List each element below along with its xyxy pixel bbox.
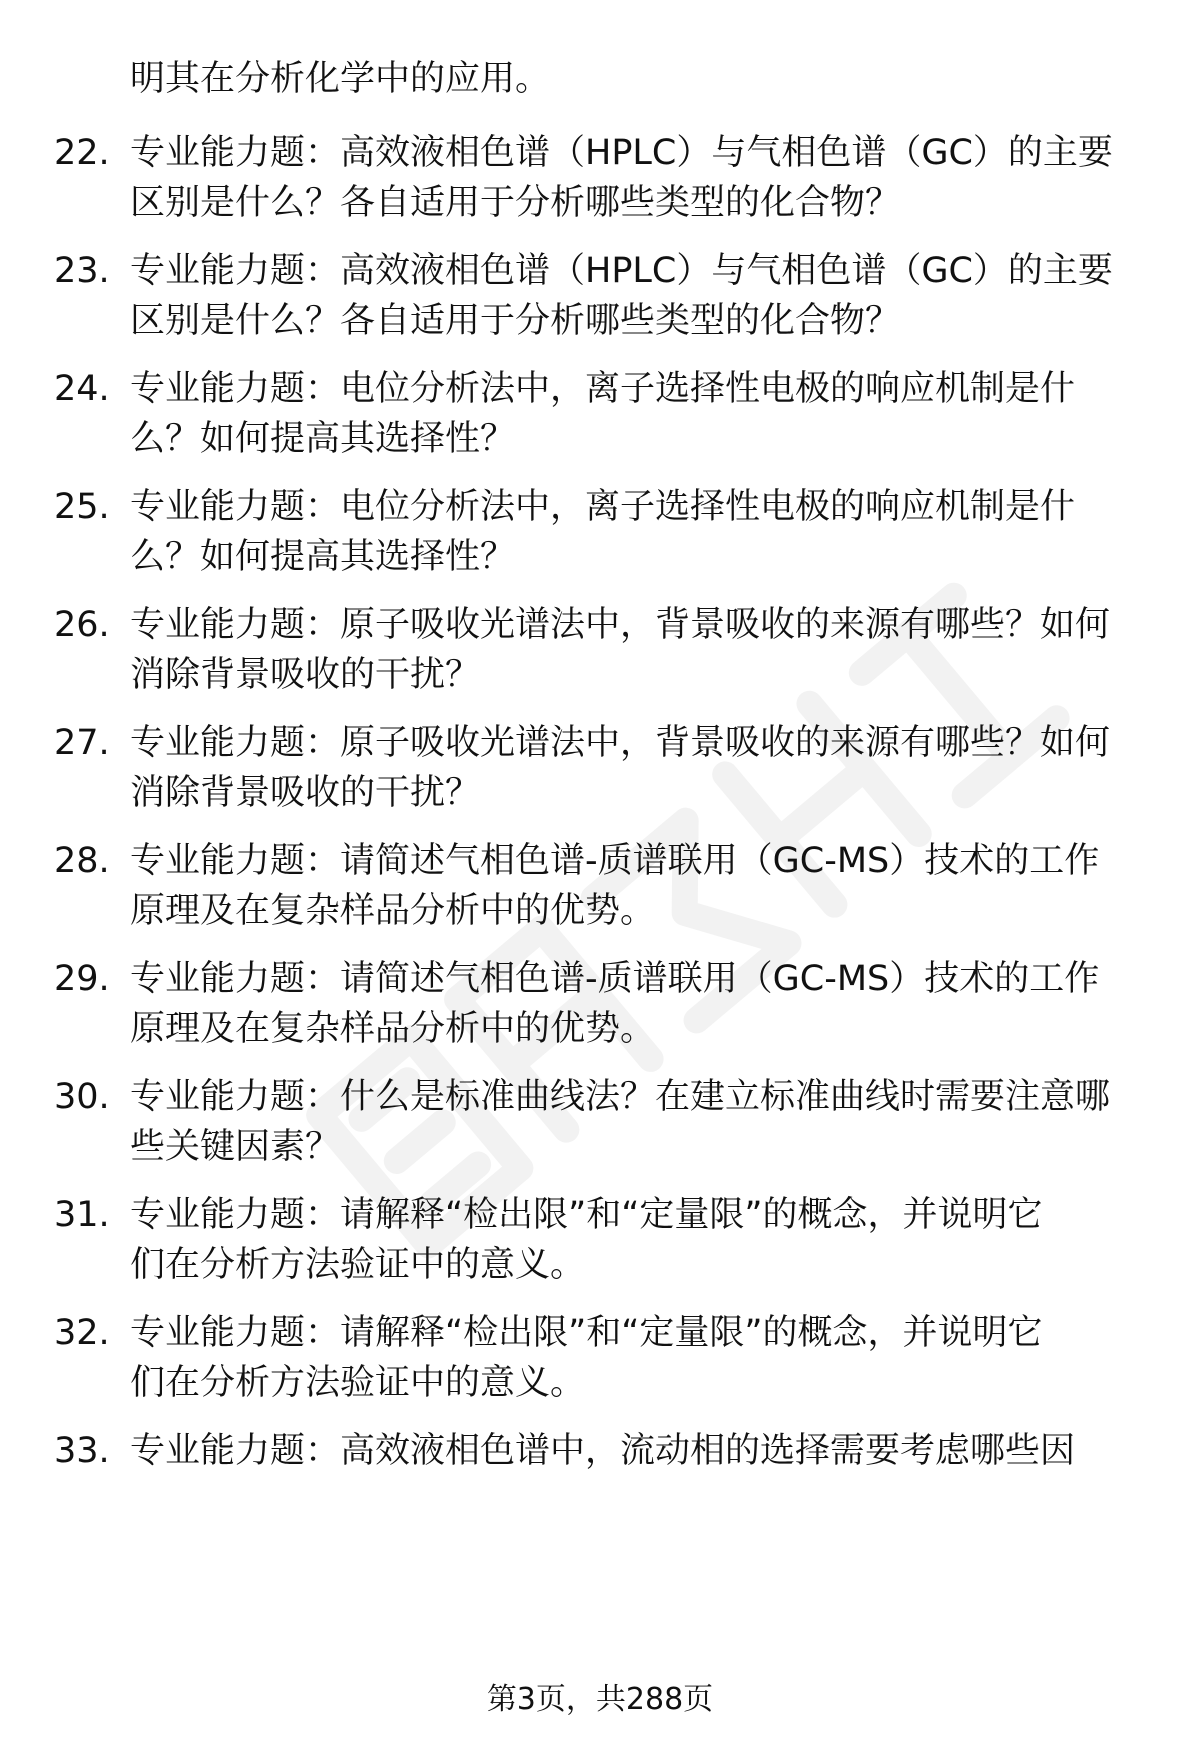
question-text-line: 专业能力题：原子吸收光谱法中，背景吸收的来源有哪些？如何 [130,605,1111,645]
question-text-line: 专业能力题：请解释“检出限”和“定量限”的概念，并说明它 [130,1313,1043,1353]
question-text-line: 专业能力题：高效液相色谱（HPLC）与气相色谱（GC）的主要 [130,251,1113,291]
question-text-line: 专业能力题：电位分析法中，离子选择性电极的响应机制是什 [130,487,1076,527]
question-text-line: 么？如何提高其选择性？ [130,419,516,459]
question-text-line: 区别是什么？各自适用于分析哪些类型的化合物？ [130,183,901,223]
page-footer: 第3页，共288页 [486,1682,714,1717]
question-text-line: 专业能力题：请简述气相色谱-质谱联用（GC-MS）技术的工作 [130,841,1100,881]
question-number: 26. [54,605,110,645]
question-number: 27. [54,723,110,763]
question-text-line: 专业能力题：请解释“检出限”和“定量限”的概念，并说明它 [130,1195,1043,1235]
question-text-line: 么？如何提高其选择性？ [130,537,516,577]
question-text-line: 区别是什么？各自适用于分析哪些类型的化合物？ [130,301,901,341]
question-number: 28. [54,841,110,881]
question-text-line: 们在分析方法验证中的意义。 [130,1245,586,1285]
question-text-line: 专业能力题：电位分析法中，离子选择性电极的响应机制是什 [130,369,1076,409]
question-number: 23. [54,251,110,291]
question-text-line: 消除背景吸收的干扰？ [130,773,481,813]
question-number: 24. [54,369,110,409]
question-number: 33. [54,1431,110,1471]
question-text-line: 些关键因素？ [130,1127,341,1167]
question-text-line: 原理及在复杂样品分析中的优势。 [130,1009,656,1049]
question-number: 32. [54,1313,110,1353]
question-number: 29. [54,959,110,999]
question-number: 30. [54,1077,110,1117]
question-text-line: 们在分析方法验证中的意义。 [130,1363,586,1403]
question-number: 22. [54,133,110,173]
question-number: 25. [54,487,110,527]
continuation-text: 明其在分析化学中的应用。 [130,59,551,99]
question-number: 31. [54,1195,110,1235]
question-text-line: 专业能力题：高效液相色谱中，流动相的选择需要考虑哪些因 [130,1431,1076,1471]
question-text-line: 原理及在复杂样品分析中的优势。 [130,891,656,931]
question-text-line: 消除背景吸收的干扰？ [130,655,481,695]
question-text-line: 专业能力题：原子吸收光谱法中，背景吸收的来源有哪些？如何 [130,723,1111,763]
question-text-line: 专业能力题：请简述气相色谱-质谱联用（GC-MS）技术的工作 [130,959,1100,999]
question-text-line: 专业能力题：高效液相色谱（HPLC）与气相色谱（GC）的主要 [130,133,1113,173]
question-text-line: 专业能力题：什么是标准曲线法？在建立标准曲线时需要注意哪 [130,1077,1111,1117]
